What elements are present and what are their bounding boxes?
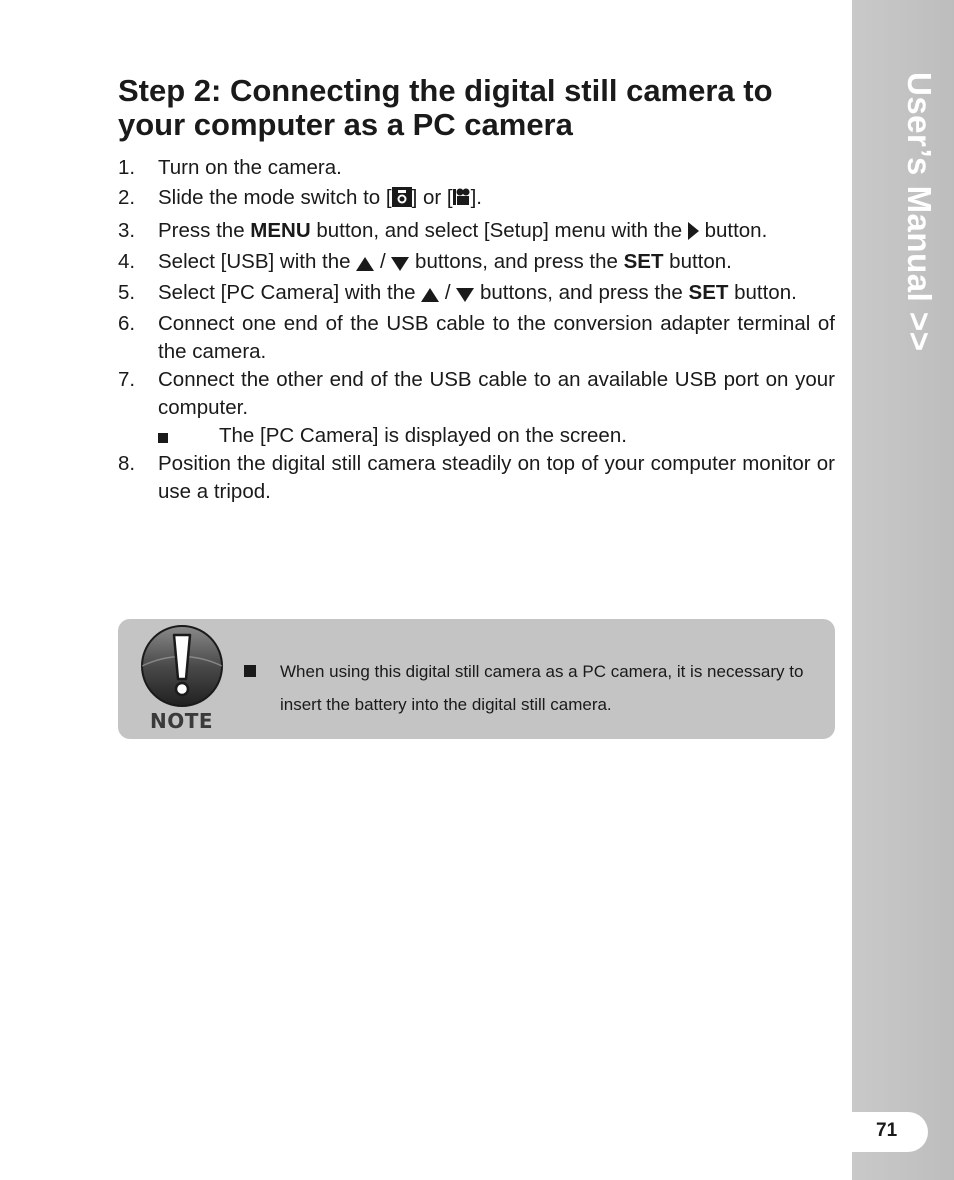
- menu-button-name: MENU: [250, 219, 311, 242]
- square-bullet-icon: [244, 665, 256, 677]
- step-text: Turn on the camera.: [158, 156, 342, 179]
- step-number: 4.: [118, 250, 136, 273]
- step-number: 6.: [118, 312, 136, 335]
- camera-icon: [392, 187, 412, 215]
- note-label: NOTE: [150, 709, 214, 733]
- step-text-mid: buttons, and press the: [474, 281, 689, 304]
- sub-item-text: The [PC Camera] is displayed on the screen.: [219, 424, 627, 447]
- step-number: 1.: [118, 156, 136, 179]
- note-box: [118, 619, 835, 739]
- step-text-post: button.: [663, 250, 732, 273]
- step-text: Connect one end of the USB cable to the conversion adapter terminal of the camera.: [158, 312, 835, 363]
- step-text: Position the digital still camera steadily on top of your computer monitor or use a tripod.: [158, 452, 835, 503]
- step-number: 3.: [118, 219, 136, 242]
- step-8: [118, 450, 835, 506]
- step-3: [118, 217, 835, 248]
- step-2: [118, 184, 835, 215]
- step-5: [118, 279, 835, 310]
- step-text-pre: Select [USB] with the: [158, 250, 357, 273]
- step-number: 8.: [118, 452, 136, 475]
- side-title: User’s Manual >>: [901, 72, 938, 352]
- page-title: Step 2: Connecting the digital still camera to your computer as a PC camera: [118, 73, 773, 142]
- step-number: 7.: [118, 368, 136, 391]
- step-text-sep: /: [439, 281, 457, 304]
- step-7: [118, 366, 835, 422]
- step-text-post: button.: [698, 219, 768, 242]
- video-camera-icon: [453, 187, 471, 215]
- step-text-pre: Press the: [158, 219, 251, 242]
- step-text-post: ].: [470, 186, 483, 209]
- step-6: [118, 310, 835, 366]
- set-button-name: SET: [623, 250, 664, 273]
- step-4: [118, 248, 835, 279]
- step-1: [118, 154, 835, 182]
- triangle-down-icon: [391, 251, 409, 279]
- triangle-down-icon: [456, 282, 474, 310]
- set-button-name: SET: [688, 281, 729, 304]
- steps-list: [118, 154, 835, 506]
- step-text-mid: button, and select [Setup] menu with the: [310, 219, 688, 242]
- step-text-pre: Slide the mode switch to [: [158, 186, 392, 209]
- step-text-mid: buttons, and press the: [409, 250, 624, 273]
- step-text-post: button.: [728, 281, 797, 304]
- page-number: 71: [876, 1120, 898, 1141]
- step-text-mid: ] or [: [411, 186, 453, 209]
- step-text: Connect the other end of the USB cable to an available USB port on your computer.: [158, 368, 835, 419]
- step-number: 2.: [118, 186, 136, 209]
- exclamation-note-icon: [138, 625, 228, 735]
- step-7-sub-item: [158, 422, 835, 450]
- triangle-up-icon: [356, 251, 374, 279]
- step-text-pre: Select [PC Camera] with the: [158, 281, 422, 304]
- triangle-right-icon: [688, 220, 699, 248]
- step-number: 5.: [118, 281, 136, 304]
- step-text-sep: /: [374, 250, 392, 273]
- triangle-up-icon: [421, 282, 439, 310]
- note-text: When using this digital still camera as a PC camera, it is necessary to insert the battery into the digital still camera.: [280, 662, 804, 714]
- square-bullet-icon: [158, 433, 168, 443]
